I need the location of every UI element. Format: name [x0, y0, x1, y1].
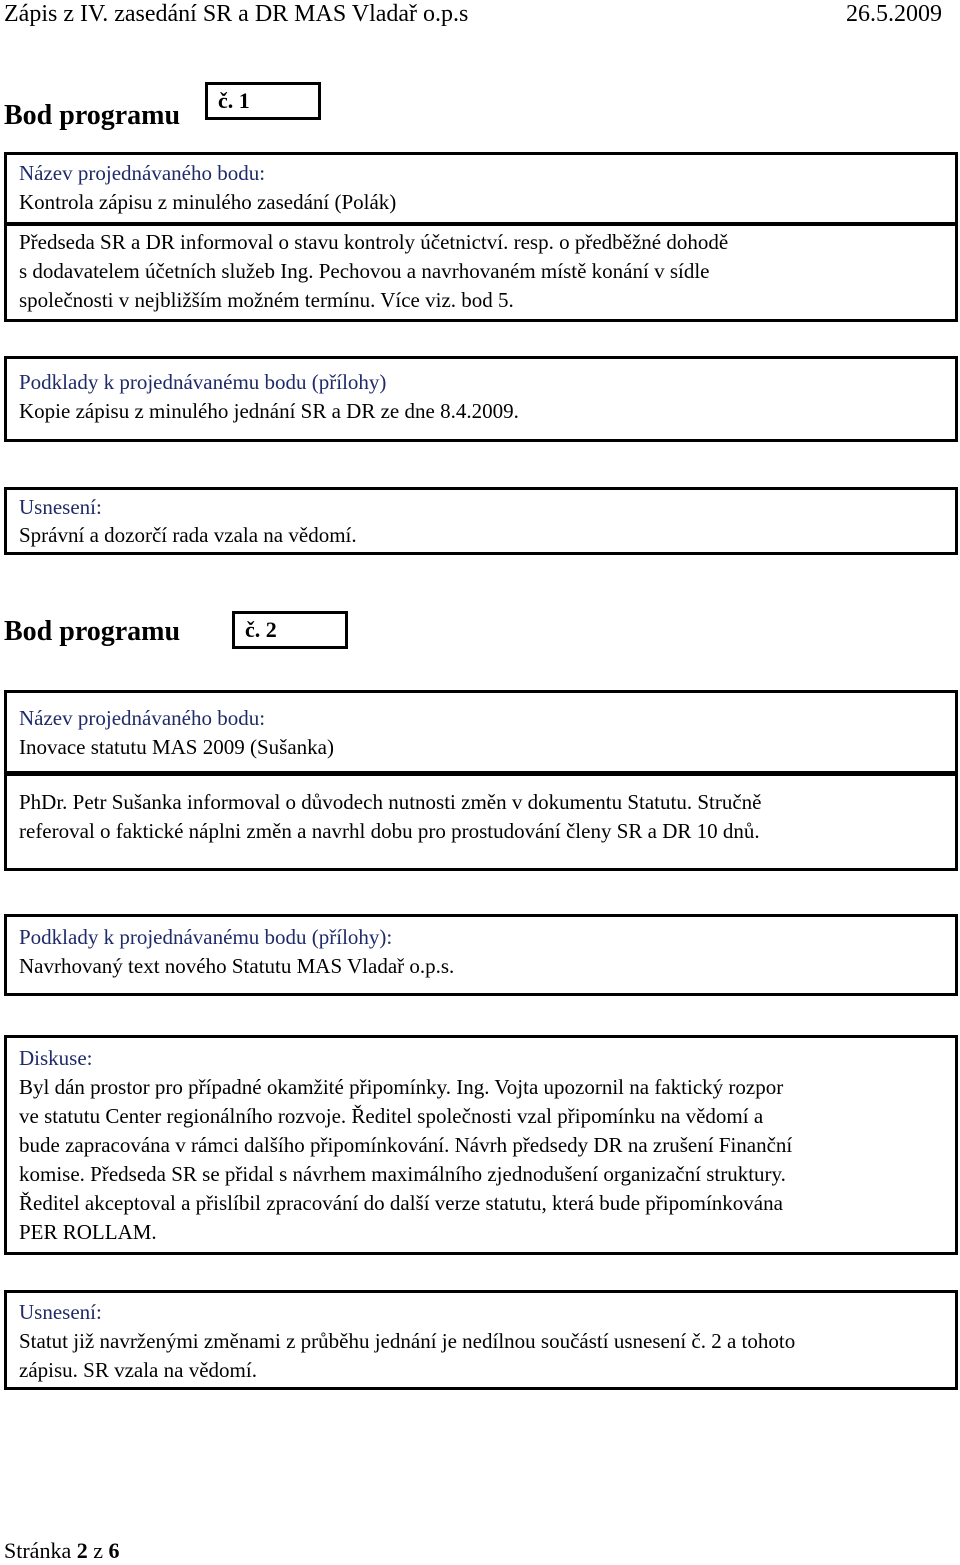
item2-discussion-label: Diskuse: [19, 1046, 93, 1070]
item1-resolution-label: Usnesení: [19, 495, 102, 519]
item2-name-box [4, 690, 958, 774]
item2-resolution-box [4, 1290, 958, 1390]
item2-attachments-label: Podklady k projednávanému bodu (přílohy): [19, 925, 393, 949]
item2-discussion-box [4, 1035, 958, 1255]
item2-description-box [4, 773, 958, 871]
item1-number: č. 1 [218, 88, 250, 113]
item2-discussion-line: ve statutu Center regionálního rozvoje. Ředitel společnosti vzal připomínku na vědomí a [19, 1104, 764, 1128]
document-date: 26.5.2009 [846, 1, 942, 27]
item1-description-box [4, 222, 958, 322]
item2-resolution-line: zápisu. SR vzala na vědomí. [19, 1358, 257, 1382]
item2-resolution-line: Statut již navrženými změnami z průběhu jednání je nedílnou součástí usnesení č. 2 a tohoto [19, 1329, 796, 1353]
item1-attachments-box [4, 356, 958, 442]
item2-name-value: Inovace statutu MAS 2009 (Sušanka) [19, 735, 334, 759]
item2-discussion-line: PER ROLLAM. [19, 1220, 157, 1244]
item1-attachments-label: Podklady k projednávanému bodu (přílohy) [19, 370, 387, 394]
item1-heading: Bod programu [4, 100, 181, 131]
item2-attachments-box [4, 914, 958, 996]
document-title: Zápis z IV. zasedání SR a DR MAS Vladař o.p.s [4, 1, 469, 27]
item2-resolution-label: Usnesení: [19, 1300, 102, 1324]
item2-desc-line: PhDr. Petr Sušanka informoval o důvodech nutnosti změn v dokumentu Statutu. Stručně [19, 790, 762, 814]
item1-name-label: Název projednávaného bodu: [19, 161, 266, 185]
page-word: Stránka [4, 1538, 72, 1563]
item1-name-box [4, 152, 958, 226]
item2-discussion-line: Byl dán prostor pro případné okamžité připomínky. Ing. Vojta upozornil na faktický rozpor [19, 1075, 784, 1099]
item2-number: č. 2 [245, 617, 277, 642]
item1-resolution-value: Správní a dozorčí rada vzala na vědomí. [19, 523, 357, 547]
item1-desc-line: společnosti v nejbližším možném termínu. Více viz. bod 5. [19, 288, 514, 312]
item1-desc-line: s dodavatelem účetních služeb Ing. Pechovou a navrhovaném místě konání v sídle [19, 259, 710, 283]
item1-number-box [205, 82, 321, 120]
item2-desc-line: referoval o faktické náplni změn a navrhl dobu pro prostudování členy SR a DR 10 dnů. [19, 819, 760, 843]
item2-heading: Bod programu [4, 616, 181, 647]
item1-name-value: Kontrola zápisu z minulého zasedání (Polák) [19, 190, 397, 214]
item2-name-label: Název projednávaného bodu: [19, 706, 266, 730]
item2-number-box [232, 611, 348, 649]
page-current: 2 [76, 1538, 88, 1563]
item1-attachments-value: Kopie zápisu z minulého jednání SR a DR ze dne 8.4.2009. [19, 399, 519, 423]
item1-desc-line: Předseda SR a DR informoval o stavu kontroly účetnictví. resp. o předběžné dohodě [19, 230, 729, 254]
item2-discussion-line: Ředitel akceptoval a přislíbil zpracování do další verze statutu, která bude připomínkována [19, 1191, 783, 1215]
item2-discussion-line: bude zapracována v rámci dalšího připomínkování. Návrh předsedy DR na zrušení Finanční [19, 1133, 793, 1157]
page-total: 6 [108, 1538, 120, 1563]
page-of: z [93, 1538, 103, 1563]
item2-attachments-value: Navrhovaný text nového Statutu MAS Vladař o.p.s. [19, 954, 455, 978]
item1-resolution-box [4, 487, 958, 555]
page-footer [4, 1538, 119, 1564]
item2-discussion-line: komise. Předseda SR se přidal s návrhem maximálního zjednodušení organizační struktury. [19, 1162, 786, 1186]
